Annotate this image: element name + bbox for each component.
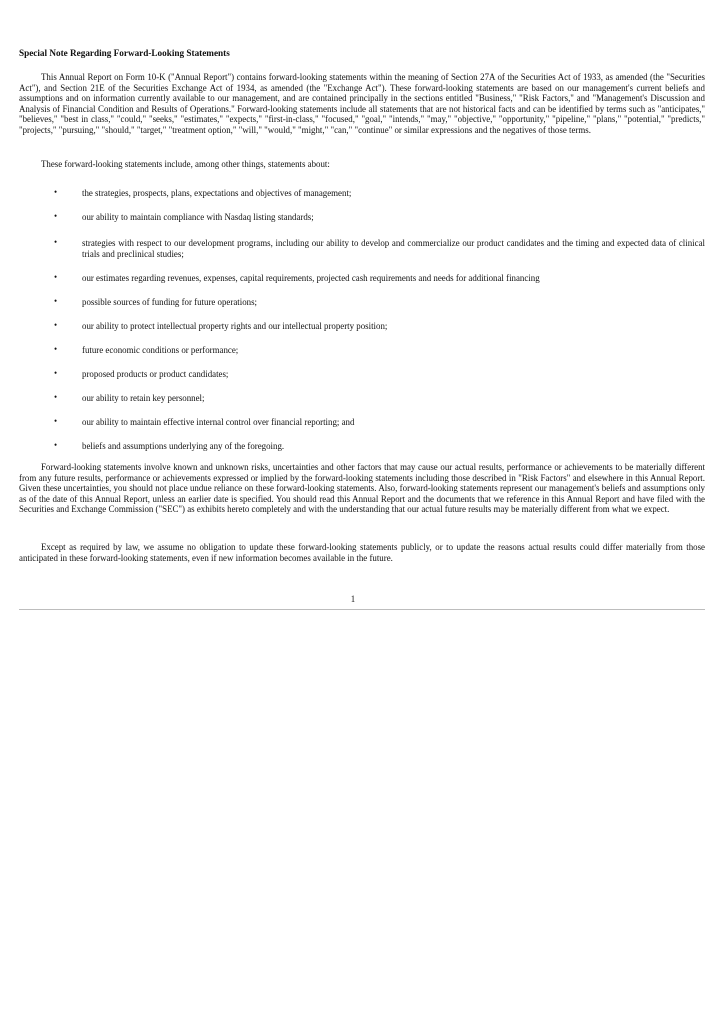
bullet-text: our ability to retain key personnel;	[82, 393, 205, 403]
bullet-text: proposed products or product candidates;	[82, 369, 229, 379]
bullet-icon: •	[54, 187, 58, 197]
bullet-text: our ability to protect intellectual property rights and our intellectual property position;	[82, 321, 388, 331]
bullet-icon: •	[54, 392, 58, 402]
bullet-icon: •	[54, 440, 58, 450]
bullet-icon: •	[54, 344, 58, 354]
footer-divider	[19, 609, 705, 610]
bullet-icon: •	[54, 237, 58, 247]
bullet-text: the strategies, prospects, plans, expectations and objectives of management;	[82, 188, 352, 198]
list-intro: These forward-looking statements include, among other things, statements about:	[41, 159, 330, 169]
bullet-text: strategies with respect to our development programs, including our ability to develop and commercialize our product candidates and the timing and expected data of clinical trials and preclinical studies;	[82, 238, 705, 259]
bullet-icon: •	[54, 296, 58, 306]
page-number: 1	[350, 594, 356, 604]
risk-paragraph: Forward-looking statements involve known and unknown risks, uncertainties and other factors that may cause our actual results, performance or achievements to be materially different from any future results, performance or achievements expressed or implied by the forward-looking statements including those described in "Risk Factors" and elsewhere in this Annual Report. Given these uncertainties, you should not place undue reliance on these forward-looking statements. Also, forward-looking statements represent our management's beliefs and assumptions only as of the date of this Annual Report, unless an earlier date is specified. You should read this Annual Report and the documents that we reference in this Annual Report and have filed with the Securities and Exchange Commission ("SEC") as exhibits hereto completely and with the understanding that our actual future results may be materially different from what we expect.	[19, 462, 705, 515]
bullet-text: possible sources of funding for future operations;	[82, 297, 257, 307]
bullet-icon: •	[54, 320, 58, 330]
bullet-text: our estimates regarding revenues, expenses, capital requirements, projected cash requirements and needs for additional financing	[82, 273, 540, 283]
bullet-text: future economic conditions or performance;	[82, 345, 239, 355]
bullet-text: beliefs and assumptions underlying any of the foregoing.	[82, 441, 285, 451]
bullet-icon: •	[54, 416, 58, 426]
bullet-icon: •	[54, 272, 58, 282]
intro-paragraph: This Annual Report on Form 10-K ("Annual Report") contains forward-looking statements within the meaning of Section 27A of the Securities Act of 1933, as amended (the "Securities Act"), and Section 21E of the Securities Exchange Act of 1934, as amended (the "Exchange Act"). These forward-looking statements are based on our management's current beliefs and assumptions and on information currently available to our management, and are contained principally in the sections entitled "Business," "Risk Factors," and "Management's Discussion and Analysis of Financial Condition and Results of Operations." Forward-looking statements include all statements that are not historical facts and can be identified by terms such as "anticipates," "believes," "best in class," "could," "seeks," "estimates," "expects," "first-in-class," "focused," "goal," "intends," "may," "objective," "opportunity," "pipeline," "plans," "potential," "predicts," "projects," "pursuing," "should," "target," "treatment option," "will," "would," "might," "can," "continue" or similar expressions and the negatives of those terms.	[19, 72, 705, 135]
closing-paragraph: Except as required by law, we assume no obligation to update these forward-looking statements publicly, or to update the reasons actual results could differ materially from those anticipated in these forward-looking statements, even if new information becomes available in the future.	[19, 542, 705, 563]
bullet-text: our ability to maintain compliance with Nasdaq listing standards;	[82, 212, 314, 222]
bullet-text: our ability to maintain effective internal control over financial reporting; and	[82, 417, 355, 427]
bullet-icon: •	[54, 211, 58, 221]
section-heading: Special Note Regarding Forward-Looking Statements	[19, 48, 230, 58]
bullet-icon: •	[54, 368, 58, 378]
